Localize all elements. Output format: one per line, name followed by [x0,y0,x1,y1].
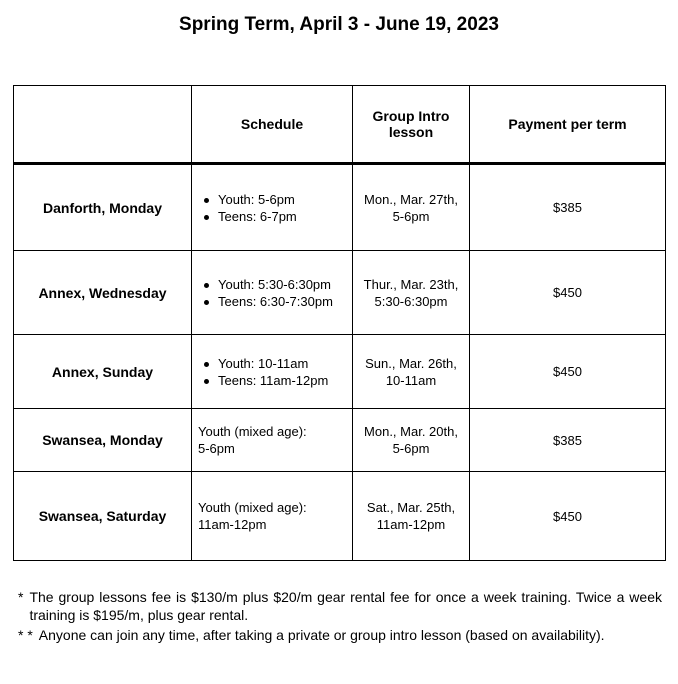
intro-time: 10-11am [385,372,437,388]
location-cell: Annex, Wednesday [14,251,192,335]
intro-time: 5:30-6:30pm [374,293,448,309]
payment-cell: $450 [470,472,666,561]
schedule-item: Youth: 10-11am [218,355,346,372]
intro-lesson-cell [353,251,470,335]
intro-lesson-cell [353,164,470,251]
table-row [14,409,666,472]
schedule-item: Teens: 11am-12pm [218,372,346,389]
location-cell: Swansea, Saturday [14,472,192,561]
schedule-list [198,191,346,225]
intro-lesson-cell [353,335,470,409]
schedule-list [198,355,346,389]
table-row [14,251,666,335]
intro-date: Thur., Mar. 23th, [363,276,459,292]
schedule-line: 11am-12pm [198,517,267,532]
header-location [14,86,192,164]
payment-cell: $385 [470,164,666,251]
schedule-cell [192,472,353,561]
schedule-line: Youth (mixed age): [198,424,307,439]
schedule-cell [192,335,353,409]
header-group-intro: Group Intro lesson [353,86,470,164]
table-row [14,164,666,251]
footnotes [18,588,662,646]
payment-cell: $450 [470,335,666,409]
intro-lesson-cell [353,409,470,472]
intro-date: Sat., Mar. 25th, [366,500,456,515]
table-row [14,335,666,409]
payment-cell: $385 [470,409,666,472]
schedule-cell [192,409,353,472]
intro-time: 5-6pm [392,441,430,456]
schedule-cell [192,164,353,251]
intro-date: Mon., Mar. 20th, [364,424,458,439]
schedule-cell [192,251,353,335]
schedule-item: Youth: 5-6pm [218,191,346,208]
header-payment: Payment per term [470,86,666,164]
table-header-row [14,86,666,164]
schedule-line: 5-6pm [198,441,235,456]
schedule-item: Teens: 6:30-7:30pm [218,293,346,310]
intro-time: 11am-12pm [376,517,446,532]
footnote-text: The group lessons fee is $130/m plus $20/m gear rental fee for once a week training. Twice a week training is $195/m, plus gear rental. [29,589,662,623]
intro-lesson-cell [353,472,470,561]
schedule-table [13,85,666,561]
footnote [18,626,662,644]
footnote-marker: * [18,589,24,605]
header-schedule: Schedule [192,86,353,164]
schedule-list [198,276,346,310]
schedule-item: Youth: 5:30-6:30pm [218,276,346,293]
schedule-item: Teens: 6-7pm [218,208,346,225]
location-cell: Danforth, Monday [14,164,192,251]
table-row [14,472,666,561]
intro-time: 5-6pm [392,208,430,224]
schedule-line: Youth (mixed age): [198,500,307,515]
footnote-marker: * * [18,627,33,643]
intro-date: Sun., Mar. 26th, [365,355,457,371]
location-cell: Annex, Sunday [14,335,192,409]
page-title: Spring Term, April 3 - June 19, 2023 [179,14,499,35]
payment-cell: $450 [470,251,666,335]
footnote-text: Anyone can join any time, after taking a private or group intro lesson (based on availability). [38,627,605,643]
intro-date: Mon., Mar. 27th, [364,191,458,207]
location-cell: Swansea, Monday [14,409,192,472]
footnote [18,588,662,624]
